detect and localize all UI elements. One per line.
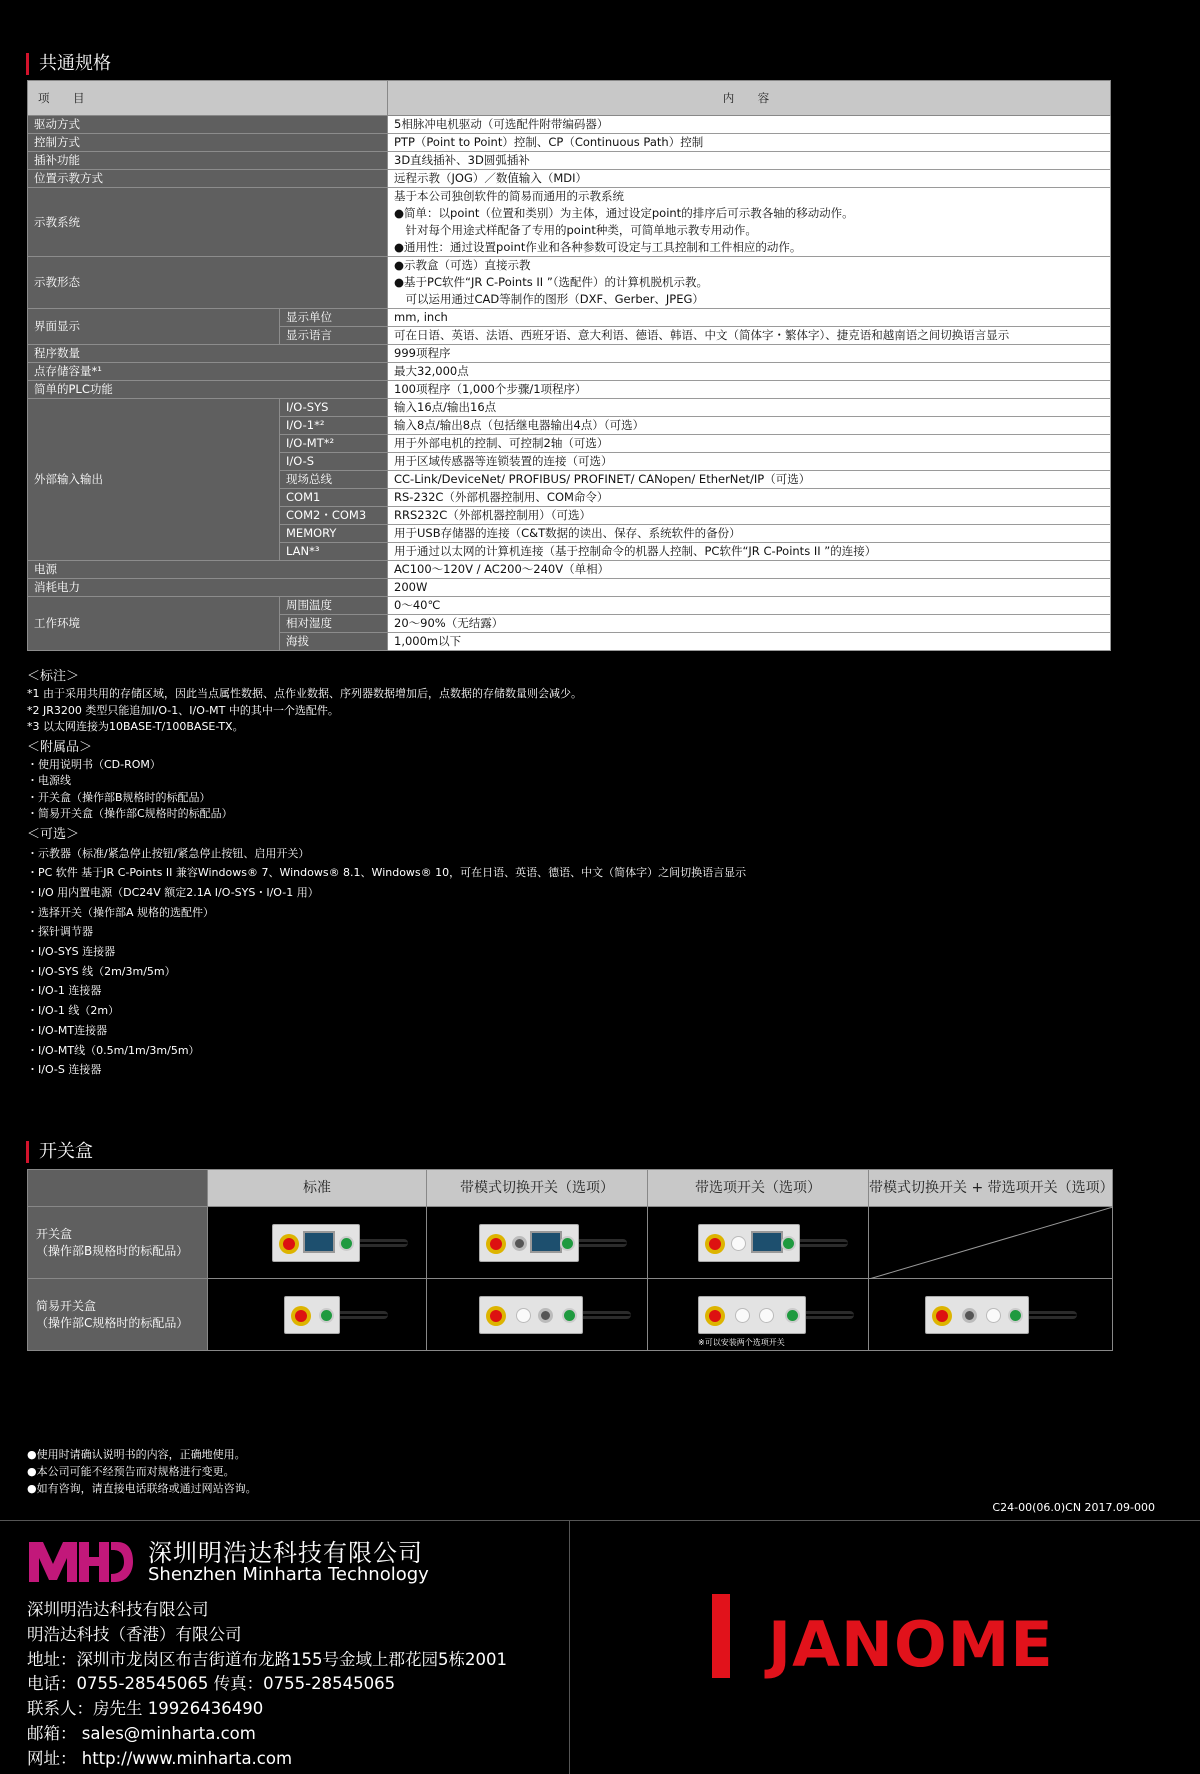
row-value: 用于外部电机的控制、可控制2轴（可选） [388,435,1111,453]
row-label: 电源 [28,561,388,579]
option-item: ・PC 软件 基于JR C-Points II 兼容Windows® 7、Windows® 8.1、Windows® 10，可在日语、英语、德语、中文（简体字）之间切换语言显示 [27,866,747,880]
option-button-icon [516,1308,531,1323]
note-line: *3 以太网连接为10BASE-T/100BASE-TX。 [27,720,244,733]
table-row [28,399,1111,417]
row-label-line1: 开关盒 [36,1226,73,1241]
document-code: C24-00(06.0)CN 2017.09-000 [992,1501,1155,1514]
row-label: 程序数量 [28,345,388,363]
option-item: ・I/O-MT连接器 [27,1023,108,1037]
mode-switch-icon [512,1236,527,1251]
switchbox-row [28,1279,1113,1351]
row-label-line2: （操作部C规格时的标配品） [36,1315,189,1330]
janome-bar-icon [712,1594,730,1678]
usage-notes [27,1446,257,1497]
spec-table-header [28,81,1111,116]
mode-switch-icon [962,1308,977,1323]
row-value: 输入8点/输出8点（包括继电器输出4点）（可选） [388,417,1111,435]
switchbox-header [28,1170,1113,1207]
sub-label: MEMORY [280,525,388,543]
row-value: RS-232C（外部机器控制用、COM命令） [388,489,1111,507]
accessory-item: ・简易开关盒（操作部C规格时的标配品） [27,807,233,820]
value-line: 针对每个用途式样配备了专用的point种类，可简单地示教专用动作。 [394,223,757,237]
contact-line: 联系人：房先生 19926436490 [27,1699,264,1719]
sub-label: 现场总线 [280,471,388,489]
start-button-icon [781,1236,796,1251]
row-label: 外部输入输出 [28,399,280,561]
option-item: ・I/O-1 连接器 [27,984,102,998]
row-value: 可在日语、英语、法语、西班牙语、意大利语、德语、韩语、中文（简体字・繁体字）、捷克语和越南语之间切换语言显示 [388,327,1111,345]
sub-label: 海拔 [280,633,388,651]
mode-switch-icon [538,1308,553,1323]
cable-icon [800,1239,848,1247]
simple-switch-box-image [479,1296,583,1334]
switch-box-image [272,1224,360,1262]
footer-vertical-divider [569,1520,570,1774]
sub-label: LAN*³ [280,543,388,561]
spec-section-title: 共通规格 [26,53,111,75]
row-value: 用于通过以太网的计算机连接（基于控制命令的机器人控制、PC软件“JR C-Points II ”的连接） [388,543,1111,561]
contact-info [27,1598,507,1772]
accessory-item: ・开关盒（操作部B规格时的标配品） [27,790,211,804]
sub-label: I/O-1*² [280,417,388,435]
accessory-item: ・使用说明书（CD-ROM） [27,757,161,771]
cable-icon [579,1239,627,1247]
usage-note: ●使用时请确认说明书的内容，正确地使用。 [27,1448,246,1461]
row-label: 界面显示 [28,309,280,345]
table-row [28,116,1111,134]
note-line: *1 由于采用共用的存储区域，因此当点属性数据、点作业数据、序列器数据增加后，点数据的存储数量则会减少。 [27,687,582,700]
notes-block [27,667,746,1080]
company-name-cn: 深圳明浩达科技有限公司 [148,1539,423,1567]
row-value: AC100～120V / AC200～240V（单相） [388,561,1111,579]
row-value: 3D直线插补、3D圆弧插补 [388,152,1111,170]
row-label: 插补功能 [28,152,388,170]
row-value [388,257,1111,309]
row-value: 999项程序 [388,345,1111,363]
emergency-stop-icon [486,1234,506,1254]
row-label: 消耗电力 [28,579,388,597]
emergency-stop-icon [932,1306,952,1326]
header-corner [28,1170,208,1207]
row-value: 100项程序（1,000个步骤/1项程序） [388,381,1111,399]
options-list [27,844,746,1080]
sub-label: 相对湿度 [280,615,388,633]
row-value: RRS232C（外部机器控制用）（可选） [388,507,1111,525]
start-button-icon [1008,1308,1023,1323]
display-screen-icon [303,1231,335,1253]
contact-line: 深圳明浩达科技有限公司 [27,1600,209,1619]
product-image-cell [427,1207,648,1279]
switchbox-row [28,1207,1113,1279]
column-header: 带模式切换开关（选项） [427,1170,648,1207]
footer-divider [0,1520,1200,1521]
accessories-heading: ＜附属品＞ [27,739,93,755]
option-item: ・I/O 用内置电源（DC24V 额定2.1A I/O-SYS・I/O-1 用） [27,885,319,899]
switch-box-image [698,1224,800,1262]
janome-logo [712,1594,1092,1681]
contact-line: 地址：深圳市龙岗区布吉街道布龙路155号金域上郡花园5栋2001 [27,1649,507,1669]
column-header: 带选项开关（选项） [648,1170,869,1207]
note-line: *2 JR3200 类型只能追加I/O-1、I/O-MT 中的其中一个选配件。 [27,703,339,717]
row-value: 输入16点/输出16点 [388,399,1111,417]
row-value: 1,000m以下 [388,633,1111,651]
header-content: 内 容 [388,81,1111,116]
row-label: 驱动方式 [28,116,388,134]
row-label: 工作环境 [28,597,280,651]
value-line: ●通用性：通过设置point作业和各种参数可设定与工具控制和工件相应的动作。 [394,240,802,254]
cable-icon [583,1311,631,1319]
table-row [28,363,1111,381]
emergency-stop-icon [291,1306,311,1326]
row-value: 用于USB存储器的连接（C&T数据的读出、保存、系统软件的备份） [388,525,1111,543]
table-row [28,170,1111,188]
row-value: 最大32,000点 [388,363,1111,381]
table-row [28,579,1111,597]
header-item: 项 目 [28,81,388,116]
table-row [28,561,1111,579]
table-row [28,381,1111,399]
switchbox-table [27,1169,1113,1351]
janome-wordmark: JANOME [768,1608,1054,1681]
switch-box-image [479,1224,579,1262]
row-label: 示教系统 [28,188,388,257]
contact-line: 电话：0755-28545065 传真：0755-28545065 [27,1674,396,1694]
option-button-icon [731,1236,746,1251]
row-label: 简单的PLC功能 [28,381,388,399]
row-value: CC-Link/DeviceNet/ PROFIBUS/ PROFINET/ CANopen/ EtherNet/IP（可选） [388,471,1111,489]
row-label [28,1279,208,1351]
emergency-stop-icon [486,1306,506,1326]
display-screen-icon [530,1231,562,1253]
cable-icon [340,1311,388,1319]
product-image-cell [427,1279,648,1351]
mhd-logo-icon [27,1536,135,1584]
table-row [28,134,1111,152]
row-label-line2: （操作部B规格时的标配品） [36,1243,189,1258]
display-screen-icon [751,1231,783,1253]
column-header: 带模式切换开关 + 带选项开关（选项） [869,1170,1113,1207]
row-value: 200W [388,579,1111,597]
row-value: 5相脉冲电机驱动（可选配件附带编码器） [388,116,1111,134]
option-item: ・I/O-SYS 线（2m/3m/5m） [27,964,176,978]
value-line: ●示教盒（可选）直接示教 [394,258,531,272]
contact-line: 明浩达科技（香港）有限公司 [27,1624,242,1644]
switchbox-section-title: 开关盒 [26,1141,93,1163]
value-line: 可以运用通过CAD等制作的图形（DXF、Gerber、JPEG） [394,292,704,306]
table-row [28,257,1111,309]
diagonal-line [869,1207,1113,1279]
row-value [388,188,1111,257]
spec-table [27,80,1111,651]
product-image-cell [208,1207,427,1279]
notes-heading: ＜标注＞ [27,669,80,684]
start-button-icon [562,1308,577,1323]
row-label: 位置示教方式 [28,170,388,188]
option-item: ・I/O-MT线（0.5m/1m/3m/5m） [27,1043,200,1057]
empty-cell [869,1207,1113,1279]
table-row [28,152,1111,170]
simple-switch-box-image [284,1296,340,1334]
options-heading: ＜可选＞ [27,826,80,842]
sub-label: 周围温度 [280,597,388,615]
cable-icon [1029,1311,1077,1319]
option-item: ・选择开关（操作部A 规格的选配件） [27,905,215,919]
product-image-cell [648,1279,869,1351]
table-row [28,309,1111,327]
product-image-cell [208,1279,427,1351]
option-button-icon [986,1308,1001,1323]
option-switch-note: ※可以安装两个选项开关 [698,1338,785,1347]
table-row [28,188,1111,257]
sub-label: COM2・COM3 [280,507,388,525]
row-label: 控制方式 [28,134,388,152]
cable-icon [806,1311,854,1319]
option-item: ・I/O-1 线（2m） [27,1004,120,1018]
table-row [28,345,1111,363]
simple-switch-box-image [698,1296,806,1334]
row-value: 20～90%（无结露） [388,615,1111,633]
accessory-item: ・电源线 [27,774,71,787]
start-button-icon [560,1236,575,1251]
company-name-en: Shenzhen Minharta Technology [148,1564,429,1585]
option-button-icon [759,1308,774,1323]
value-line: ●简单：以point（位置和类别）为主体，通过设定point的排序后可示教各轴的移动动作。 [394,206,854,220]
emergency-stop-icon [705,1234,725,1254]
usage-note: ●本公司可能不经预告而对规格进行变更。 [27,1465,235,1478]
sub-label: I/O-MT*² [280,435,388,453]
sub-label: 显示单位 [280,309,388,327]
row-value: 0～40℃ [388,597,1111,615]
usage-note: ●如有咨询，请直接电话联络或通过网站咨询。 [27,1482,257,1495]
simple-switch-box-image [925,1296,1029,1334]
column-header: 标准 [208,1170,427,1207]
row-value: mm, inch [388,309,1111,327]
row-label [28,1207,208,1279]
product-image-cell [869,1279,1113,1351]
value-line: 基于本公司独创软件的简易而通用的示教系统 [394,189,624,203]
footer [0,1520,1200,1774]
row-label: 示教形态 [28,257,388,309]
contact-website[interactable]: 网址： http://www.minharta.com [27,1748,293,1768]
option-item: ・I/O-S 连接器 [27,1063,102,1077]
row-label: 点存储容量*¹ [28,363,388,381]
product-image-cell [648,1207,869,1279]
option-item: ・示教器（标准/紧急停止按钮/紧急停止按钮、启用开关） [27,846,310,860]
option-item: ・I/O-SYS 连接器 [27,945,116,959]
sub-label: I/O-S [280,453,388,471]
emergency-stop-icon [279,1234,299,1254]
contact-email[interactable]: 邮箱： sales@minharta.com [27,1723,256,1743]
row-value: 用于区域传感器等连锁装置的连接（可选） [388,453,1111,471]
row-label-line1: 简易开关盒 [36,1298,97,1313]
option-item: ・探针调节器 [27,925,93,939]
value-line: ●基于PC软件“JR C-Points II ”（选配件）的计算机脱机示教。 [394,275,709,289]
option-button-icon [735,1308,750,1323]
table-row [28,597,1111,615]
row-value: 远程示教（JOG）／数值输入（MDI） [388,170,1111,188]
emergency-stop-icon [705,1306,725,1326]
row-value: PTP（Point to Point）控制、CP（Continuous Path）控制 [388,134,1111,152]
sub-label: I/O-SYS [280,399,388,417]
sub-label: 显示语言 [280,327,388,345]
start-button-icon [319,1308,334,1323]
start-button-icon [785,1308,800,1323]
start-button-icon [339,1236,354,1251]
sub-label: COM1 [280,489,388,507]
cable-icon [360,1239,408,1247]
